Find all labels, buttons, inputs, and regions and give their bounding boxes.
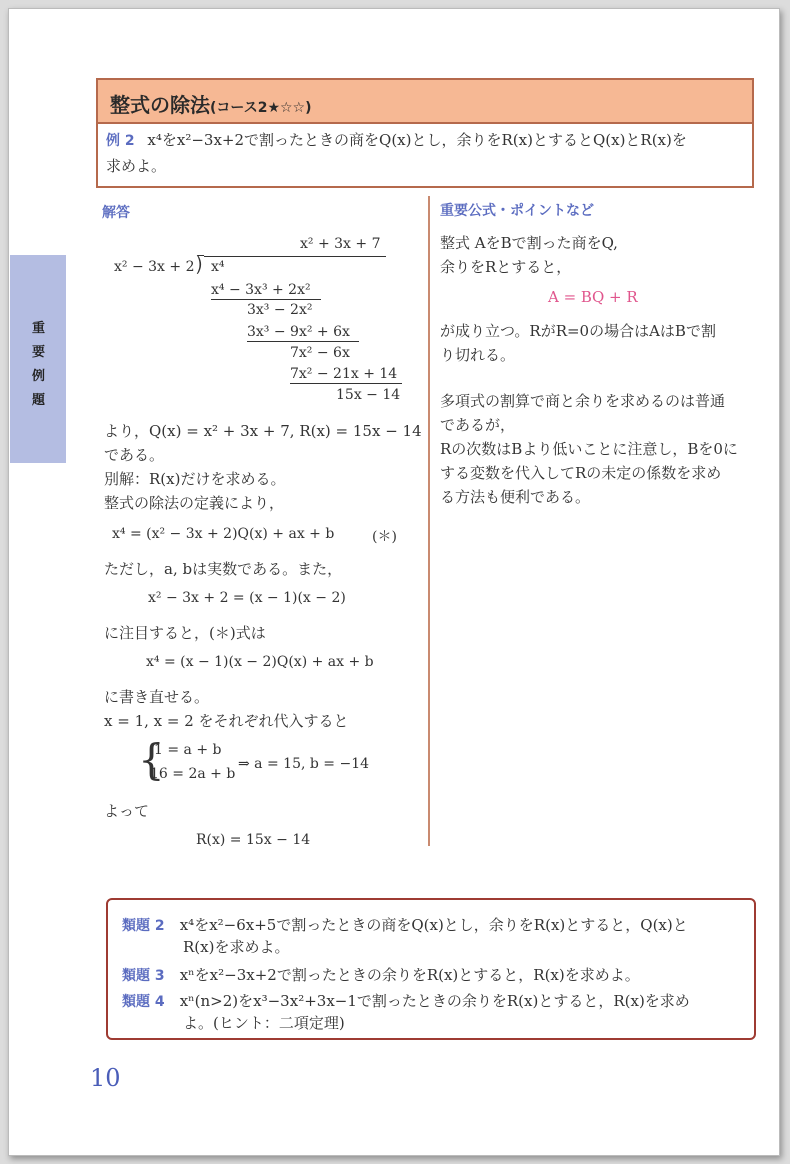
page-number: 10 xyxy=(90,1064,121,1092)
equation-1-tag: (＊) xyxy=(372,529,397,545)
exercise-text-1: xⁿ(n>2)をx³−3x²+3x−1で割ったときの余りをR(x)とすると，R(x)を求め xyxy=(179,992,690,1010)
points-line-2: 余りをRとすると， xyxy=(440,258,572,276)
points-line-3: が成り立つ。RがR=0の場合はAはBで割 xyxy=(440,322,716,340)
points-line-4: り切れる。 xyxy=(440,346,516,364)
division-row: 15x − 14 xyxy=(336,387,401,403)
division-row: 3x³ − 9x² + 6x xyxy=(247,324,350,340)
final-result: R(x) = 15x − 14 xyxy=(196,832,311,848)
points-line-6: であるが， xyxy=(440,416,516,434)
division-dividend: x⁴ xyxy=(211,259,225,275)
exercise-label: 類題 3 xyxy=(122,968,165,984)
solution-line-5: ただし，a, bは実数である。また， xyxy=(104,560,343,578)
division-row: x⁴ − 3x³ + 2x² xyxy=(211,282,311,298)
system-eq-2: 16 = 2a + b xyxy=(150,766,236,782)
side-tab-char-3: 例 xyxy=(32,369,46,384)
example-text-2: 求めよ。 xyxy=(106,157,167,175)
points-formula: A = BQ + R xyxy=(548,288,638,306)
division-divisor: x² − 3x + 2 xyxy=(114,259,195,275)
title-course: (コース2★☆☆) xyxy=(210,100,312,116)
division-row: 7x² − 21x + 14 xyxy=(290,366,398,382)
solution-line-4: 整式の除法の定義により， xyxy=(104,494,285,512)
page-title xyxy=(110,89,312,118)
example-label: 例 2 xyxy=(106,133,135,149)
title-bar xyxy=(98,80,752,124)
solution-line-3: 別解：R(x)だけを求める。 xyxy=(104,470,286,488)
division-quotient: x² + 3x + 7 xyxy=(300,236,381,252)
solution-line-7: に書き直せる。 xyxy=(104,688,210,706)
exercise-text-2: R(x)を求めよ。 xyxy=(183,938,290,956)
division-row: 7x² − 6x xyxy=(290,345,350,361)
solution-line-9: よって xyxy=(104,802,150,820)
system-eq-1: 1 = a + b xyxy=(154,742,222,758)
points-line-7: Rの次数はBより低いことに注意し，Bを0に xyxy=(440,440,738,458)
division-row: 3x³ − 2x² xyxy=(247,302,313,318)
equation-2: x² − 3x + 2 = (x − 1)(x − 2) xyxy=(148,590,346,606)
solution-label: 解答 xyxy=(102,205,130,221)
side-tab-char-4: 題 xyxy=(32,393,46,408)
side-tab xyxy=(10,255,66,463)
exercise-text-2: よ。(ヒント：二項定理) xyxy=(183,1014,345,1032)
system-brace: { xyxy=(138,735,165,784)
side-tab-char-1: 重 xyxy=(32,321,46,336)
title-main: 整式の除法 xyxy=(110,93,210,117)
points-line-5: 多項式の割算で商と余りを求めるのは普通 xyxy=(440,392,726,410)
equation-3: x⁴ = (x − 1)(x − 2)Q(x) + ax + b xyxy=(146,654,374,670)
exercise-text-1: x⁴をx²−6x+5で割ったときの商をQ(x)とし，余りをR(x)とすると，Q(x)と xyxy=(179,916,688,934)
points-line-1: 整式 AをBで割った商をQ, xyxy=(440,234,618,252)
system-result: ⇒ a = 15, b = −14 xyxy=(238,756,370,772)
division-bar xyxy=(204,256,386,257)
points-line-9: る方法も便利である。 xyxy=(440,488,591,506)
exercise-item xyxy=(122,962,640,988)
equation-1: x⁴ = (x² − 3x + 2)Q(x) + ax + b xyxy=(112,526,335,542)
solution-line-6: に注目すると，(＊)式は xyxy=(104,624,266,642)
solution-line-2: である。 xyxy=(104,446,165,464)
exercise-text-1: xⁿをx²−3x+2で割ったときの余りをR(x)とすると，R(x)を求めよ。 xyxy=(179,966,640,984)
exercise-label: 類題 2 xyxy=(122,918,165,934)
division-bracket: ⟌ xyxy=(196,254,205,278)
division-underline xyxy=(211,299,321,300)
exercise-label: 類題 4 xyxy=(122,994,165,1010)
points-label: 重要公式・ポイントなど xyxy=(440,203,594,219)
exercises-box xyxy=(106,898,756,1040)
title-box xyxy=(96,78,754,188)
division-underline xyxy=(247,341,359,342)
solution-line-8: x = 1, x = 2 をそれぞれ代入すると xyxy=(104,712,349,730)
solution-line-1: より，Q(x) = x² + 3x + 7, R(x) = 15x − 14 xyxy=(104,422,422,440)
points-line-8: する変数を代入してRの未定の係数を求め xyxy=(440,464,722,482)
column-divider xyxy=(428,196,430,846)
division-underline xyxy=(290,383,402,384)
side-tab-char-2: 要 xyxy=(32,345,46,360)
example-text-1: x⁴をx²−3x+2で割ったときの商をQ(x)とし，余りをR(x)とするとQ(x)とR(x)を xyxy=(147,131,687,149)
example-line-1 xyxy=(106,127,687,154)
